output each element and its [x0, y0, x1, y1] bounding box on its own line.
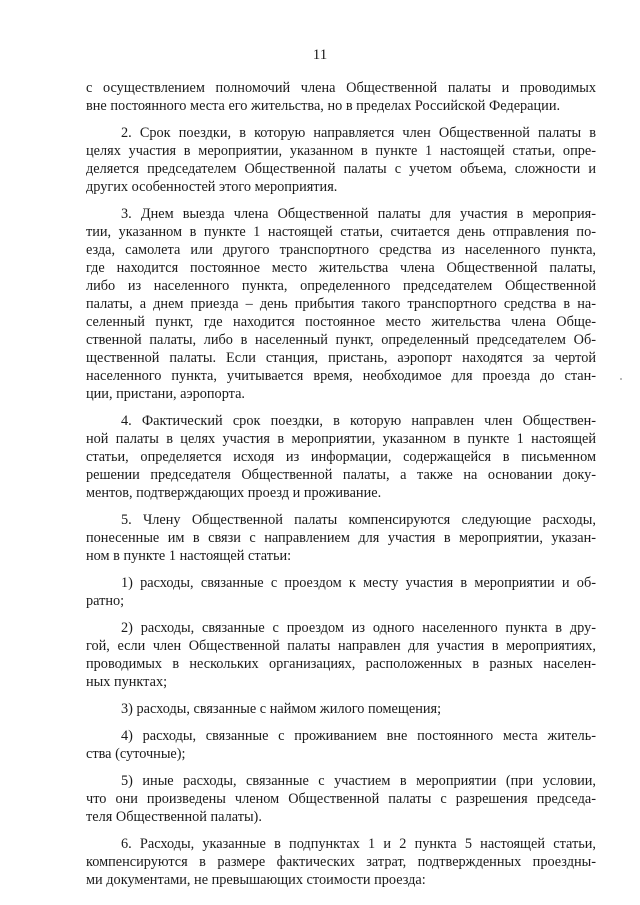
paragraph-line: селенный пункт, где находится постоянное место жительства члена Обще- [86, 314, 596, 330]
paragraph-line: щественной палаты. Если станция, пристань, аэропорт находятся за чертой [86, 350, 596, 366]
paragraph-line: 4) расходы, связанные с проживанием вне постоянного места житель- [121, 728, 596, 744]
paragraph-line: что они произведены членом Общественной палаты с разрешения председа- [86, 791, 596, 807]
paragraph-line: 3) расходы, связанные с наймом жилого помещения; [121, 701, 442, 717]
paragraph-line: гой, если член Общественной палаты направлен для участия в мероприятиях, [86, 638, 596, 654]
paragraph-line: проводимых в нескольких организациях, расположенных в разных населен- [86, 656, 596, 672]
paragraph-line: ратно; [86, 593, 125, 609]
paragraph-line: компенсируются в размере фактических затрат, подтвержденных проездны- [86, 854, 596, 870]
paragraph-line: ной палаты в целях участия в мероприятии, указанном в пункте 1 настоящей [86, 431, 596, 447]
scan-speck [620, 378, 622, 380]
paragraph-line: целях участия в мероприятии, указанном в пункте 1 настоящей статьи, опре- [86, 143, 596, 159]
paragraph-line: где находится постоянное место жительства члена Общественной палаты, [86, 260, 596, 276]
paragraph-line: статьи, определяется исходя из информации, содержащейся в письменном [86, 449, 596, 465]
paragraph-line: тии, указанном в пункте 1 настоящей статьи, считается день отправления по- [86, 224, 596, 240]
paragraph-line: вне постоянного места его жительства, но в пределах Российской Федерации. [86, 98, 561, 114]
paragraph-line: ментов, подтверждающих проезд и проживание. [86, 485, 382, 501]
paragraph-line: ных пунктах; [86, 674, 168, 690]
paragraph-line: 3. Днем выезда члена Общественной палаты для участия в мероприя- [121, 206, 596, 222]
paragraph-line: 6. Расходы, указанные в подпунктах 1 и 2 пункта 5 настоящей статьи, [121, 836, 596, 852]
paragraph-line: решении председателя Общественной палаты, а также на основании доку- [86, 467, 596, 483]
page-number: 11 [312, 47, 328, 63]
paragraph-line: ства (суточные); [86, 746, 186, 762]
paragraph-line: ции, пристани, аэропорта. [86, 386, 245, 402]
paragraph-line: теля Общественной палаты). [86, 809, 262, 825]
paragraph-line: 1) расходы, связанные с проездом к месту участия в мероприятии и об- [121, 575, 596, 591]
paragraph-line: населенного пункта, учитывается время, необходимое для проезда до стан- [86, 368, 596, 384]
paragraph-line: палаты, а днем приезда – день прибытия такого транспортного средства в на- [86, 296, 596, 312]
paragraph-line: с осуществлением полномочий члена Общественной палаты и проводимых [86, 80, 596, 96]
paragraph-line: 2) расходы, связанные с проездом из одного населенного пункта в дру- [121, 620, 596, 636]
paragraph-line: 5) иные расходы, связанные с участием в мероприятии (при условии, [121, 773, 596, 789]
paragraph-line: езда, самолета или другого транспортного средства из населенного пункта, [86, 242, 596, 258]
paragraph-line: деляется председателем Общественной палаты с учетом объема, сложности и [86, 161, 596, 177]
paragraph-line: ми документами, не превышающих стоимости проезда: [86, 872, 426, 888]
paragraph-line: 5. Члену Общественной палаты компенсируются следующие расходы, [121, 512, 596, 528]
paragraph-line: 2. Срок поездки, в которую направляется член Общественной палаты в [121, 125, 596, 141]
paragraph-line: других особенностей этого мероприятия. [86, 179, 338, 195]
paragraph-line: 4. Фактический срок поездки, в которую направлен член Обществен- [121, 413, 596, 429]
paragraph-line: ном в пункте 1 настоящей статьи: [86, 548, 292, 564]
paragraph-line: понесенные им в связи с направлением для участия в мероприятии, указан- [86, 530, 596, 546]
paragraph-line: либо из населенного пункта, определенного председателем Общественной [86, 278, 596, 294]
paragraph-line: ственной палаты, либо в населенный пункт, определенный председателем Об- [86, 332, 596, 348]
